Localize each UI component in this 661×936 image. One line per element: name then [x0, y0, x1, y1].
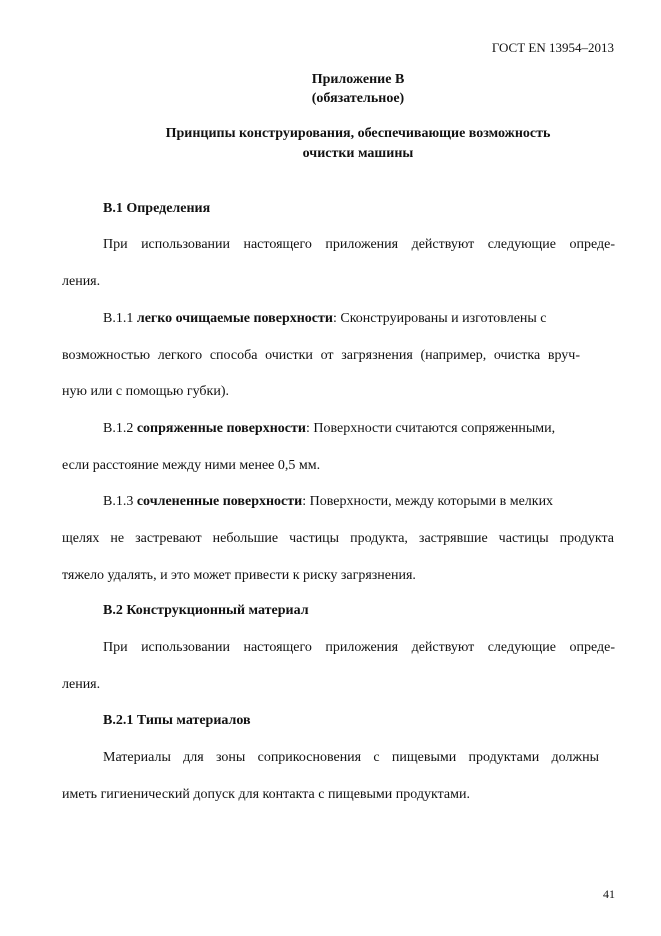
standard-designation: ГОСТ EN 13954–2013 [491, 40, 614, 55]
b1-paragraph-line1: При использовании настоящего приложения действуют следующие опреде- [103, 237, 615, 252]
b13-definition-start: : Поверхности, между которыми в мелких [302, 494, 554, 509]
b11-line1 [103, 311, 547, 327]
appendix-title: Приложение В [311, 72, 405, 87]
appendix-status: (обязательное) [311, 91, 405, 106]
appendix-subtitle [0, 124, 661, 164]
b2-paragraph-line1: При использовании настоящего приложения действуют следующие опреде- [103, 640, 615, 655]
b11-line2: возможностью легкого способа очистки от загрязнения (например, очистка вруч- [62, 348, 580, 363]
section-heading-b21: В.2.1 Типы материалов [103, 713, 251, 728]
page-number: 41 [603, 887, 615, 901]
b12-definition-start: : Поверхности считаются сопряженными, [305, 421, 556, 436]
b12-line2: если расстояние между ними менее 0,5 мм. [62, 458, 321, 473]
b11-number: В.1.1 [103, 311, 134, 326]
appendix-subtitle-line1: Принципы конструирования, обеспечивающие возможность [165, 126, 551, 141]
b21-line2: иметь гигиенический допуск для контакта с пищевыми продуктами. [62, 787, 470, 802]
b11-definition-start: : Сконструированы и изготовлены с [332, 311, 547, 326]
b12-number: В.1.2 [103, 421, 134, 436]
b13-line1 [103, 494, 553, 510]
b1-paragraph-line2: ления. [62, 274, 101, 289]
b21-line1: Материалы для зоны соприкосновения с пищевыми продуктами должны [103, 750, 599, 765]
section-heading-b2: В.2 Конструкционный материал [103, 603, 309, 618]
b13-line2: щелях не застревают небольшие частицы продукта, застрявшие частицы продукта [62, 531, 614, 546]
appendix-subtitle-line2: очистки машины [302, 146, 414, 161]
b2-paragraph-line2: ления. [62, 677, 101, 692]
b12-line1 [103, 421, 555, 437]
b13-line3: тяжело удалять, и это может привести к риску загрязнения. [62, 568, 416, 583]
b11-term: легко очищаемые поверхности [136, 311, 333, 326]
section-heading-b1: В.1 Определения [103, 201, 211, 216]
b11-line3: ную или с помощью губки). [62, 384, 229, 399]
b13-term: сочлененные поверхности [136, 494, 303, 509]
b13-number: В.1.3 [103, 494, 134, 509]
b12-term: сопряженные поверхности [136, 421, 306, 436]
appendix-title-block [0, 70, 661, 108]
